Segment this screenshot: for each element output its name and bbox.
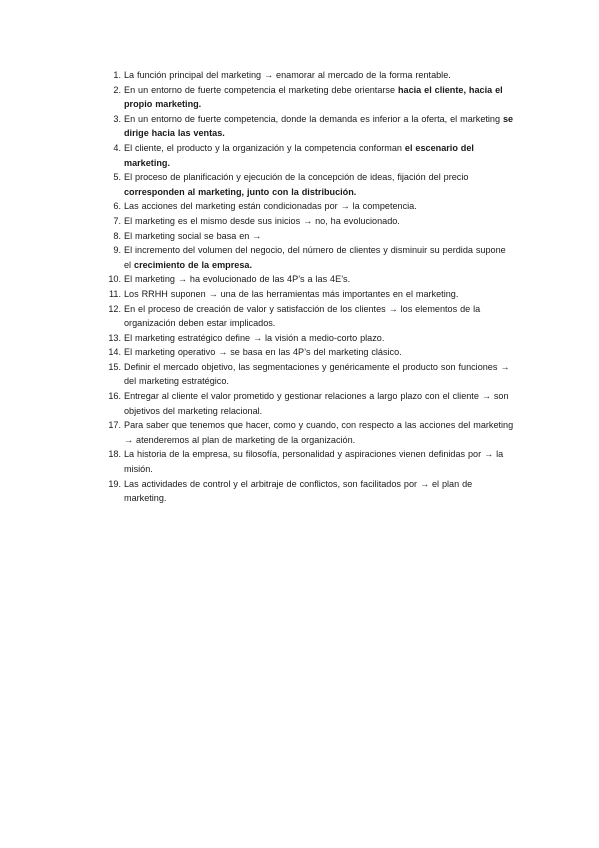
bold-text: hacia el cliente, hacia el propio marketing. (124, 84, 503, 110)
item-number: 6. (113, 201, 121, 212)
list-item (103, 477, 515, 506)
list-item (103, 112, 515, 141)
item-number: 12. (108, 303, 121, 314)
plain-text: El marketing es el mismo desde sus inicios → no, ha evolucionado. (124, 215, 400, 226)
item-number: 11. (109, 288, 121, 299)
item-number: 16. (108, 391, 121, 402)
item-text (124, 447, 515, 476)
list-item (103, 141, 515, 170)
list-item (103, 345, 515, 360)
item-number: 17. (108, 420, 121, 431)
plain-text: En un entorno de fuerte competencia, donde la demanda es inferior a la oferta, el marketing (124, 113, 503, 124)
list-item (103, 389, 515, 418)
plain-text: El proceso de planificación y ejecución de la concepción de ideas, fijación del precio (124, 172, 469, 183)
item-number: 8. (113, 230, 121, 241)
list-item (103, 243, 515, 272)
item-text (124, 170, 515, 199)
item-text (124, 214, 515, 229)
plain-text: Las actividades de control y el arbitraje de conflictos, son facilitados por → el plan de marketing. (124, 478, 473, 504)
list-item (103, 272, 515, 287)
item-number: 13. (108, 332, 121, 343)
bold-text: se dirige hacia las ventas. (124, 113, 514, 139)
plain-text: Para saber que tenemos que hacer, como y cuando, con respecto a las acciones del marketing → atenderemos al plan de marketing de la organización. (124, 420, 514, 445)
item-text (124, 418, 515, 447)
bold-text: corresponden al marketing, junto con la distribución. (124, 186, 357, 197)
plain-text: Definir el mercado objetivo, las segmentaciones y genéricamente el producto son funciones → del marketing estratégico. (124, 361, 510, 387)
plain-text: Las acciones del marketing están condicionadas por → la competencia. (124, 201, 417, 212)
item-text (124, 360, 515, 389)
plain-text: Los RRHH suponen → una de las herramientas más importantes en el marketing. (124, 288, 459, 299)
item-number: 4. (113, 142, 121, 153)
plain-text: El marketing estratégico define → la visión a medio-corto plazo. (124, 332, 385, 343)
list-item (103, 360, 515, 389)
plain-text: En el proceso de creación de valor y satisfacción de los clientes → los elementos de la organización deben estar implicados. (124, 303, 481, 329)
item-text (124, 331, 515, 346)
item-number: 7. (113, 215, 121, 226)
list-item (103, 302, 515, 331)
item-text (124, 287, 515, 302)
list-item (103, 170, 515, 199)
plain-text: El marketing social se basa en → (124, 230, 262, 241)
item-number: 5. (113, 172, 121, 183)
list-item (103, 68, 515, 83)
item-text (124, 112, 515, 141)
list-item (103, 447, 515, 476)
bold-text: crecimiento de la empresa. (134, 259, 252, 270)
item-number: 9. (113, 245, 121, 256)
plain-text: La historia de la empresa, su filosofía, personalidad y aspiraciones vienen definidas por → la misión. (124, 449, 504, 475)
item-number: 2. (113, 84, 121, 95)
item-number: 18. (108, 449, 121, 460)
item-text (124, 83, 515, 112)
bold-text: el escenario del marketing. (124, 142, 474, 168)
item-text (124, 477, 515, 506)
numbered-list (103, 68, 515, 506)
item-text (124, 229, 515, 244)
item-text (124, 272, 515, 287)
item-number: 1. (113, 70, 121, 80)
plain-text: El marketing operativo → se basa en las 4P’s del marketing clásico. (124, 347, 402, 358)
plain-text: El incremento del volumen del negocio, del número de clientes y disminuir su perdida supone el (124, 245, 506, 270)
plain-text: La función principal del marketing → enamorar al mercado de la forma rentable. (124, 70, 451, 80)
plain-text: ha evolucionado de las 4P’s a las 4E’s. (186, 274, 351, 285)
list-item (103, 418, 515, 447)
item-number: 14. (108, 347, 121, 358)
list-item (103, 199, 515, 214)
plain-text: En un entorno de fuerte competencia el marketing debe orientarse (124, 84, 398, 95)
item-number: 15. (108, 361, 121, 372)
item-text (124, 389, 515, 418)
plain-text: El cliente, el producto y la organización y la competencia conforman (124, 142, 405, 153)
list-item (103, 83, 515, 112)
item-text (124, 302, 515, 331)
plain-text: Entregar al cliente el valor prometido y gestionar relaciones a largo plazo con el cliente → son objetivos del marketing relacional. (124, 391, 509, 416)
list-item (103, 214, 515, 229)
item-number: 10. (108, 274, 121, 285)
item-text (124, 141, 515, 170)
list-item (103, 229, 515, 244)
item-number: 19. (108, 478, 121, 489)
list-item (103, 287, 515, 302)
item-text (124, 68, 515, 83)
item-text (124, 345, 515, 360)
item-text (124, 243, 515, 272)
plain-text: El marketing (124, 274, 178, 285)
list-item (103, 331, 515, 346)
item-text (124, 199, 515, 214)
bold-text: → (177, 274, 187, 285)
item-number: 3. (113, 113, 121, 124)
